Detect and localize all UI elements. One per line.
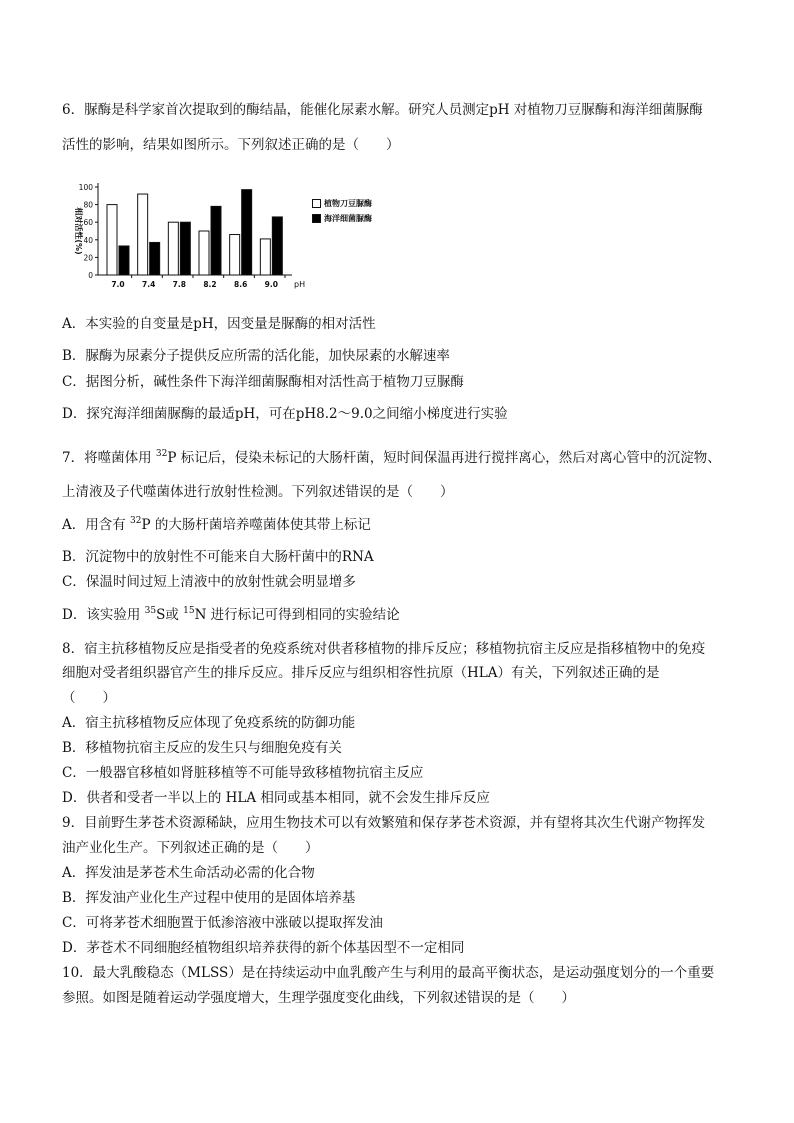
y-tick-label: 20 <box>83 253 93 263</box>
bar-2-8.6 <box>242 190 252 275</box>
bar-1-9.0 <box>260 239 270 275</box>
legend-label-2: 海洋细菌脲酶 <box>324 214 372 223</box>
y-axis-label: 相对活性(%) <box>74 207 83 255</box>
q8-option-a: A．宿主抗移植物反应体现了免疫系统的防御功能 <box>62 715 356 731</box>
q6-option-a: A．本实验的自变量是pH，因变量是脲酶的相对活性 <box>62 316 376 332</box>
q9-option-c: C．可将茅苍术细胞置于低渗溶液中涨破以提取挥发油 <box>62 915 383 931</box>
x-tick-label: 7.8 <box>172 280 186 289</box>
q8-stem-line2: 细胞对受者组织器官产生的排斥反应。排斥反应与组织相容性抗原（HLA）有关，下列叙述正确的是 <box>62 665 660 681</box>
bar-2-7.8 <box>180 222 190 275</box>
q7-option-d: D．该实验用 $^{35}$S或 $^{15}$N 进行标记可得到相同的实验结论 <box>62 606 400 623</box>
q8-stem-line1: 8．宿主抗移植物反应是指受者的免疫系统对供者移植物的排斥反应；移植物抗宿主反应是指移植物中的免疫 <box>62 641 706 657</box>
q8-option-d: D．供者和受者一半以上的 HLA 相同或基本相同，就不会发生排斥反应 <box>62 790 490 806</box>
bars <box>107 190 282 275</box>
bar-2-8.2 <box>211 206 221 275</box>
q7-option-c: C．保温时间过短上清液中的放射性就会明显增多 <box>62 574 356 590</box>
q7-stem-line1: 7．将噬菌体用 $^{32}$P 标记后，侵染未标记的大肠杆菌，短时间保温再进行搅拌离心，然后对离心管中的沉淀物、 <box>62 449 721 466</box>
bar-1-7.8 <box>168 222 178 275</box>
y-tick-label: 60 <box>83 218 93 228</box>
q8-option-b: B．移植物抗宿主反应的发生只与细胞免疫有关 <box>62 740 342 756</box>
y-axis-title <box>74 207 84 254</box>
q8-stem-line3: （ ） <box>62 690 116 706</box>
y-tick-label: 0 <box>88 271 93 280</box>
legend-item-2 <box>312 211 372 226</box>
legend-item-1 <box>312 196 372 211</box>
q9-stem-line2: 油产业化生产。下列叙述正确的是（ ） <box>62 840 319 856</box>
q10-stem-line1: 10．最大乳酸稳态（MLSS）是在持续运动中血乳酸产生与利用的最高平衡状态，是运动强度划分的一个重要 <box>62 965 715 981</box>
x-tick-label: 7.0 <box>111 280 125 289</box>
bar-2-9.0 <box>272 217 282 275</box>
x-tick-label: 9.0 <box>264 280 278 289</box>
q9-option-b: B．挥发油产业化生产过程中使用的是固体培养基 <box>62 890 356 906</box>
q6-stem-line1: 6．脲酶是科学家首次提取到的酶结晶，能催化尿素水解。研究人员测定pH 对植物刀豆脲酶和海洋细菌脲酶 <box>62 102 703 118</box>
q9-option-d: D．茅苍术不同细胞经植物组织培养获得的新个体基因型不一定相同 <box>62 940 465 956</box>
q6-option-d: D．探究海洋细菌脲酶的最适pH，可在pH8.2～9.0之间缩小梯度进行实验 <box>62 406 508 422</box>
q7-stem-line2: 上清液及子代噬菌体进行放射性检测。下列叙述错误的是（ ） <box>62 484 454 500</box>
q8-option-c: C．一般器官移植如肾脏移植等不可能导致移植物抗宿主反应 <box>62 765 424 781</box>
q7-option-a: A．用含有 $^{32}$P 的大肠杆菌培养噬菌体使其带上标记 <box>62 516 371 533</box>
y-tick-label: 80 <box>83 200 93 210</box>
legend-swatch-white <box>312 199 321 208</box>
x-tick-label: 8.2 <box>203 280 217 289</box>
x-axis <box>98 275 305 289</box>
x-tick-label: 8.6 <box>234 280 248 289</box>
y-tick-label: 100 <box>78 183 93 192</box>
legend-swatch-black <box>312 214 321 223</box>
bar-1-7.4 <box>138 194 148 275</box>
q6-stem-line2: 活性的影响，结果如图所示。下列叙述正确的是（ ） <box>62 137 400 153</box>
bar-2-7.4 <box>150 242 160 275</box>
q6-option-c: C．据图分析，碱性条件下海洋细菌脲酶相对活性高于植物刀豆脲酶 <box>62 374 464 390</box>
q10-stem-line2: 参照。如图是随着运动学强度增大，生理学强度变化曲线，下列叙述错误的是（ ） <box>62 990 575 1006</box>
q9-stem-line1: 9．目前野生茅苍术资源稀缺，应用生物技术可以有效繁殖和保存茅苍术资源，并有望将其次生代谢产物挥发 <box>62 815 706 831</box>
q9-option-a: A．挥发油是茅苍术生命活动必需的化合物 <box>62 865 315 881</box>
x-tick-label: 7.4 <box>142 280 156 289</box>
chart-legend-labels <box>312 196 372 226</box>
x-axis-label: pH <box>294 280 306 289</box>
bar-1-8.6 <box>230 235 240 275</box>
q6-option-b: B．脲酶为尿素分子提供反应所需的活化能，加快尿素的水解速率 <box>62 348 450 364</box>
y-tick-label: 40 <box>83 235 93 245</box>
bar-1-8.2 <box>199 231 209 275</box>
legend-label-1: 植物刀豆脲酶 <box>324 199 372 208</box>
q7-option-b: B．沉淀物中的放射性不可能来自大肠杆菌中的RNA <box>62 549 374 565</box>
ph-activity-bar-chart <box>62 172 322 294</box>
bar-1-7.0 <box>107 205 117 275</box>
bar-2-7.0 <box>119 246 129 275</box>
